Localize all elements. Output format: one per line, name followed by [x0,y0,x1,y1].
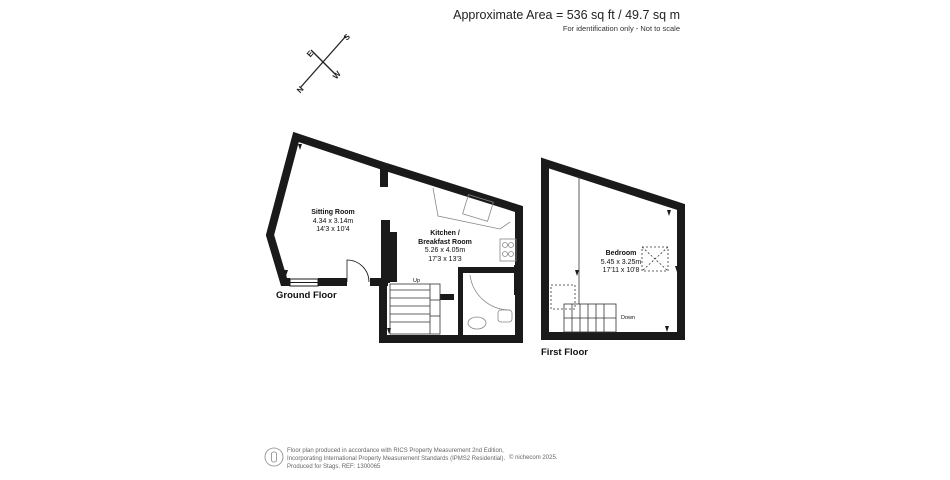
compass-n: N [295,84,306,95]
kitchen-metric: 5.26 x 4.05m [424,247,466,254]
stairs-up-label: Up [413,278,421,284]
footer-line2: Incorporating International Property Measurement Standards (IPMS2 Residential). [287,456,506,462]
kitchen-name-line1: Kitchen / [430,230,460,237]
sitting-room-metric: 4.34 x 3.14m [312,217,354,225]
kitchen-imperial: 17'3 x 13'3 [428,255,462,263]
footer-line3: Produced for Stags. REF: 1300065 [287,464,381,470]
copyright: © nichecom 2025. [509,455,558,461]
first-floor-label: First Floor [541,347,588,358]
footer-line1: Floor plan produced in accordance with RICS Property Measurement 2nd Edition, [287,448,504,454]
bedroom-label [592,250,650,276]
compass-w: W [331,69,343,81]
ground-floor-label: Ground Floor [276,290,337,301]
compass-rose [300,36,346,88]
area-title: Approximate Area = 536 sq ft / 49.7 sq m [453,8,680,22]
sitting-room-window [290,279,318,286]
stairs-down-label: Down [621,315,636,321]
footer-text [287,447,505,471]
ground-stairs [390,284,440,334]
footer-logo [265,448,283,466]
area-subtitle: For identification only - Not to scale [562,24,680,33]
sitting-room-label [302,209,364,235]
door-swing [347,260,369,282]
kitchen-name-line2: Breakfast Room [418,238,472,246]
bedroom-metric: 5.45 x 3.25m [600,258,642,266]
bedroom-name: Bedroom [605,250,637,257]
sitting-room-name: Sitting Room [311,209,355,216]
sitting-room-imperial: 14'3 x 10'4 [316,226,350,233]
bedroom-imperial: 17'11 x 10'8 [602,267,640,274]
compass-e: E [305,48,316,59]
kitchen-label [413,230,477,264]
compass-s: S [341,32,353,43]
